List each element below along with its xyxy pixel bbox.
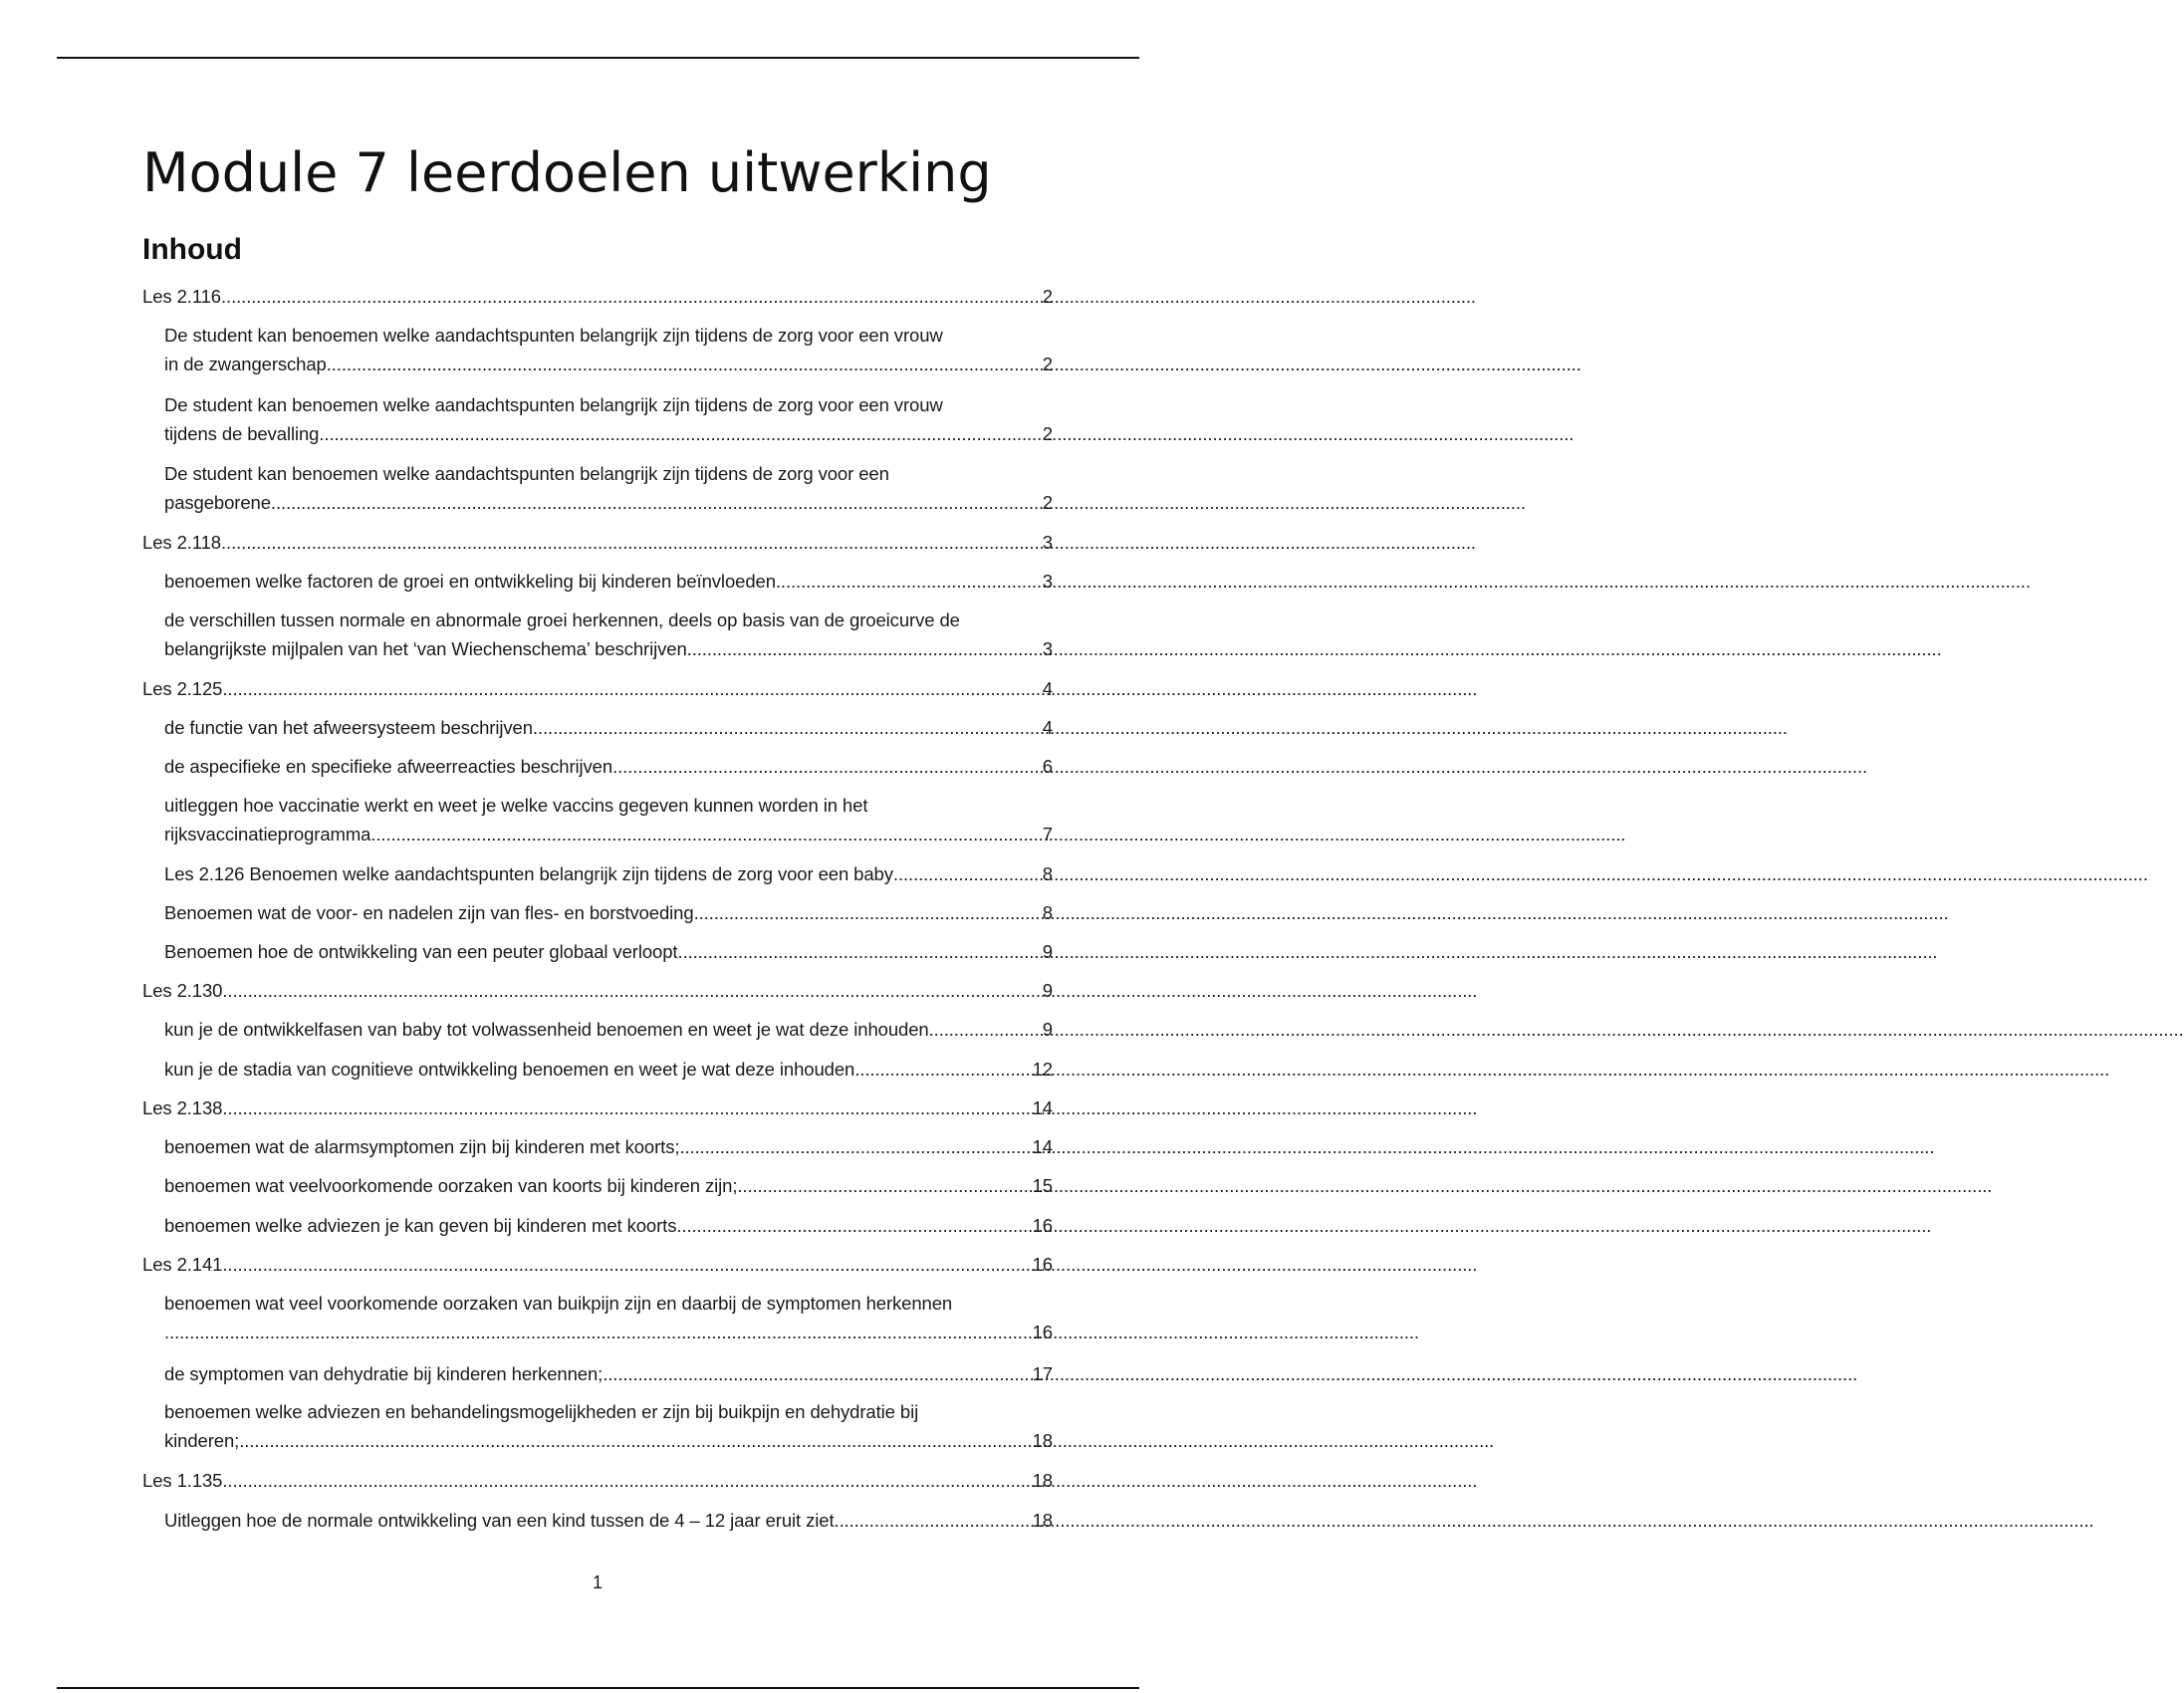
page-number: 1 bbox=[592, 1572, 603, 1592]
toc-entry[interactable] bbox=[164, 1055, 1053, 1084]
toc-dot-leader bbox=[222, 976, 1042, 1005]
toc-entry[interactable] bbox=[164, 1132, 1053, 1161]
toc-dot-leader bbox=[533, 713, 1043, 742]
toc-dot-leader bbox=[683, 937, 1043, 966]
toc-entry-text: de symptomen van dehydratie bij kinderen herkennen; bbox=[164, 1363, 604, 1384]
page-title: Module 7 leerdoelen uitwerking bbox=[142, 141, 992, 204]
toc-entry[interactable] bbox=[164, 937, 1053, 966]
toc-page-number: 9 bbox=[1042, 980, 1053, 1001]
toc-entry[interactable] bbox=[164, 567, 1053, 596]
toc-dot-leader bbox=[929, 1015, 1043, 1044]
toc-entry[interactable] bbox=[164, 713, 1053, 742]
toc-entry-text: Les 2.141 bbox=[142, 1254, 223, 1275]
toc-entry-text: Les 2.130 bbox=[142, 980, 223, 1001]
toc-dot-leader bbox=[271, 488, 1043, 517]
toc-page-number: 3 bbox=[1042, 638, 1053, 659]
toc-entry-text: kun je de ontwikkelfasen van baby tot volwassenheid benoemen en weet je wat deze inhouden bbox=[164, 1019, 929, 1040]
toc-page-number: 4 bbox=[1042, 678, 1053, 699]
toc-entry-text-line1: De student kan benoemen welke aandachtspunten belangrijk zijn tijdens de zorg voor een bbox=[164, 463, 889, 484]
toc-page-number: 18 bbox=[1032, 1510, 1053, 1531]
toc-entry[interactable] bbox=[164, 1211, 1053, 1240]
toc-page-number: 16 bbox=[1032, 1254, 1053, 1275]
toc-entry-text: Les 2.126 Benoemen welke aandachtspunten belangrijk zijn tijdens de zorg voor een baby bbox=[164, 863, 893, 884]
toc-page-number: 8 bbox=[1042, 902, 1053, 923]
toc-entry[interactable] bbox=[164, 1171, 1053, 1200]
toc-entry-text: benoemen wat de alarmsymptomen zijn bij kinderen met koorts; bbox=[164, 1136, 680, 1157]
toc-page-number: 8 bbox=[1042, 863, 1053, 884]
toc-page-number: 6 bbox=[1042, 756, 1053, 777]
toc-page-number: 3 bbox=[1042, 532, 1053, 553]
toc-entry-text: de aspecifieke en specifieke afweerreacties beschrijven bbox=[164, 756, 613, 777]
toc-entry[interactable] bbox=[164, 1397, 1053, 1455]
toc-page-number: 9 bbox=[1042, 1019, 1053, 1040]
toc-dot-leader bbox=[222, 1250, 1032, 1279]
toc-entry[interactable] bbox=[164, 459, 1053, 517]
toc-entry-text-line1: benoemen wat veel voorkomende oorzaken van buikpijn zijn en daarbij de symptomen herkennen bbox=[164, 1293, 953, 1314]
toc-page-number: 14 bbox=[1032, 1136, 1053, 1157]
toc-page-number: 3 bbox=[1042, 571, 1053, 592]
toc-dot-leader bbox=[370, 820, 1042, 848]
toc-entry-text: kinderen; bbox=[164, 1430, 240, 1451]
toc-entry[interactable] bbox=[164, 1506, 1053, 1535]
toc-dot-leader bbox=[239, 1426, 1032, 1455]
toc-entry-text: Benoemen hoe de ontwikkeling van een peuter globaal verloopt. bbox=[164, 941, 683, 962]
toc-entry-text: Les 2.125 bbox=[142, 678, 223, 699]
toc-page-number: 17 bbox=[1032, 1363, 1053, 1384]
toc-dot-leader bbox=[221, 528, 1043, 557]
toc-entry-text: Les 2.118 bbox=[142, 532, 221, 553]
toc-dot-leader bbox=[612, 752, 1043, 781]
toc-dot-leader bbox=[679, 1132, 1032, 1161]
toc-entry-text-line1: De student kan benoemen welke aandachtspunten belangrijk zijn tijdens de zorg voor een vrouw bbox=[164, 325, 943, 346]
toc-entry-text: belangrijkste mijlpalen van het ‘van Wiechenschema’ beschrijven bbox=[164, 638, 687, 659]
toc-entry[interactable] bbox=[164, 859, 1053, 888]
toc-entry[interactable] bbox=[142, 674, 1053, 703]
toc-entry-text: Benoemen wat de voor- en nadelen zijn van fles- en borstvoeding bbox=[164, 902, 694, 923]
toc-entry-text: benoemen wat veelvoorkomende oorzaken van koorts bij kinderen zijn; bbox=[164, 1175, 738, 1196]
toc-entry[interactable] bbox=[164, 898, 1053, 927]
toc-page-number: 2 bbox=[1042, 423, 1053, 444]
toc-entry[interactable] bbox=[142, 282, 1053, 311]
toc-dot-leader bbox=[222, 1093, 1032, 1122]
toc-page-number: 2 bbox=[1042, 492, 1053, 513]
toc-dot-leader bbox=[164, 1318, 1033, 1346]
footer-rule bbox=[57, 1687, 1139, 1689]
toc-page-number: 14 bbox=[1032, 1097, 1053, 1118]
toc-entry[interactable] bbox=[164, 1289, 1053, 1346]
toc-page-number: 18 bbox=[1032, 1470, 1053, 1491]
toc-entry[interactable] bbox=[164, 390, 1053, 448]
toc-entry[interactable] bbox=[142, 1250, 1053, 1279]
toc-entry[interactable] bbox=[142, 528, 1053, 557]
toc-dot-leader bbox=[327, 350, 1043, 378]
toc-entry-text: Les 2.138 bbox=[142, 1097, 223, 1118]
toc-entry-text-line1: de verschillen tussen normale en abnormale groei herkennen, deels op basis van de groeicurve de bbox=[164, 609, 960, 630]
toc-page-number: 4 bbox=[1042, 717, 1053, 738]
toc-dot-leader bbox=[222, 674, 1042, 703]
toc-entry-text: Les 1.135 bbox=[142, 1470, 223, 1491]
toc-entry-text: de functie van het afweersysteem beschrijven bbox=[164, 717, 533, 738]
toc-dot-leader bbox=[737, 1171, 1032, 1200]
toc-entry[interactable] bbox=[142, 1093, 1053, 1122]
toc-entry[interactable] bbox=[142, 976, 1053, 1005]
toc-entry[interactable] bbox=[164, 321, 1053, 378]
toc-entry-text: in de zwangerschap bbox=[164, 354, 327, 374]
toc-entry[interactable] bbox=[142, 1466, 1053, 1495]
toc-dot-leader bbox=[222, 1466, 1032, 1495]
toc-entry[interactable] bbox=[164, 605, 1053, 663]
toc-entry[interactable] bbox=[164, 791, 1053, 848]
toc-page-number: 16 bbox=[1032, 1322, 1053, 1342]
toc-entry[interactable] bbox=[164, 1015, 1053, 1044]
toc-entry-text: tijdens de bevalling bbox=[164, 423, 320, 444]
toc-dot-leader bbox=[776, 567, 1043, 596]
toc-entry[interactable] bbox=[164, 1359, 1053, 1388]
toc-dot-leader bbox=[893, 859, 1043, 888]
toc-entry-text: Uitleggen hoe de normale ontwikkeling van een kind tussen de 4 – 12 jaar eruit ziet. bbox=[164, 1510, 840, 1531]
toc-dot-leader bbox=[603, 1359, 1032, 1388]
toc-entry-text: Les 2.116 bbox=[142, 286, 221, 307]
toc-page-number: 9 bbox=[1042, 941, 1053, 962]
toc-page-number: 15 bbox=[1032, 1175, 1053, 1196]
toc-entry-text: benoemen welke factoren de groei en ontwikkeling bij kinderen beïnvloeden bbox=[164, 571, 776, 592]
toc-entry-text-line1: De student kan benoemen welke aandachtspunten belangrijk zijn tijdens de zorg voor een vrouw bbox=[164, 394, 943, 415]
toc-dot-leader bbox=[840, 1506, 1033, 1535]
toc-page-number: 12 bbox=[1032, 1059, 1053, 1080]
toc-page-number: 7 bbox=[1042, 824, 1053, 845]
header-rule bbox=[57, 57, 1139, 59]
toc-dot-leader bbox=[694, 898, 1043, 927]
toc-entry-text-line1: benoemen welke adviezen en behandelingsmogelijkheden er zijn bij buikpijn en dehydratie bij bbox=[164, 1401, 919, 1422]
toc-entry-text-line1: uitleggen hoe vaccinatie werkt en weet je welke vaccins gegeven kunnen worden in het bbox=[164, 795, 868, 816]
toc-entry-text: rijksvaccinatieprogramma bbox=[164, 824, 371, 845]
toc-page-number: 2 bbox=[1042, 354, 1053, 374]
toc-page-number: 18 bbox=[1032, 1430, 1053, 1451]
toc-heading: Inhoud bbox=[142, 233, 242, 266]
toc-dot-leader bbox=[676, 1211, 1032, 1240]
toc-entry-text: benoemen welke adviezen je kan geven bij kinderen met koorts bbox=[164, 1215, 677, 1236]
toc-page-number: 16 bbox=[1032, 1215, 1053, 1236]
toc-page-number: 2 bbox=[1042, 286, 1053, 307]
toc-dot-leader bbox=[854, 1055, 1032, 1084]
toc-entry[interactable] bbox=[164, 752, 1053, 781]
toc-dot-leader bbox=[221, 282, 1043, 311]
toc-entry-text: kun je de stadia van cognitieve ontwikkeling benoemen en weet je wat deze inhouden bbox=[164, 1059, 855, 1080]
toc-entry-text: pasgeborene bbox=[164, 492, 271, 513]
toc-dot-leader bbox=[319, 419, 1042, 448]
toc-dot-leader bbox=[687, 634, 1043, 663]
